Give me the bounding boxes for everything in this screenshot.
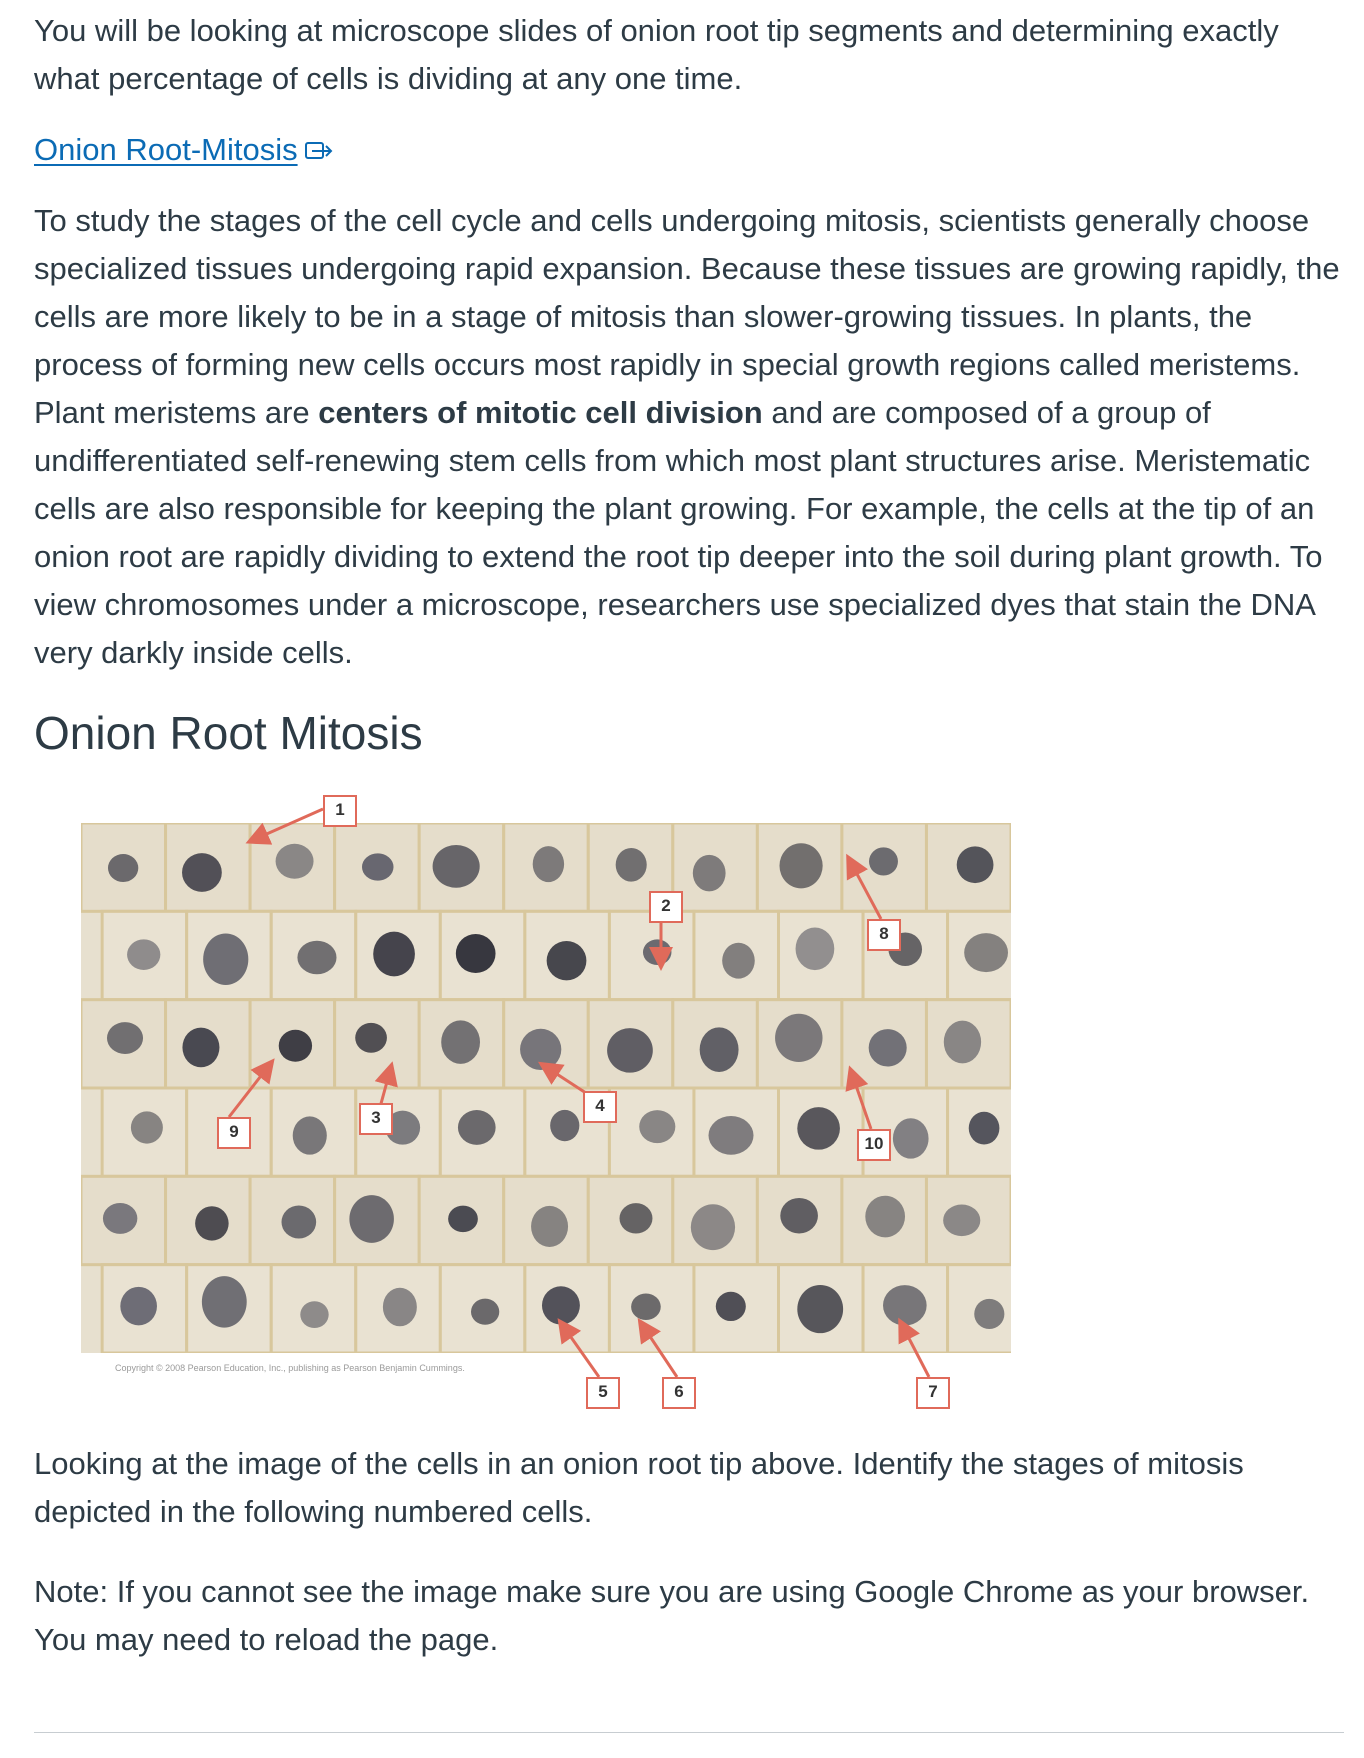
- body-text-part-2: and are composed of a group of undifferentiated self-renewing stem cells from which most plant structures arise. Meristematic cells are also responsible for keeping the plant growing. For example, the cells at the tip of an onion root are rapidly dividing to extend the root tip deeper into the soil during plant growth. To view chromosomes under a microscope, researchers use specialized dyes that stain the DNA very darkly inside cells.: [34, 395, 1323, 670]
- onion-root-mitosis-link-row: [34, 126, 334, 174]
- callout-arrow-1: [251, 809, 323, 841]
- callout-10: 10: [857, 1129, 891, 1161]
- callout-arrow-5: [561, 1323, 599, 1377]
- copyright-text: Copyright © 2008 Pearson Education, Inc., publishing as Pearson Benjamin Cummings.: [115, 1363, 465, 1373]
- callout-arrows: [81, 795, 1011, 1435]
- callout-9: 9: [217, 1117, 251, 1149]
- body-paragraph: [34, 197, 1354, 677]
- divider: [34, 1732, 1344, 1733]
- callout-4: 4: [583, 1091, 617, 1123]
- callout-8: 8: [867, 919, 901, 951]
- callout-2: 2: [649, 891, 683, 923]
- intro-paragraph: You will be looking at microscope slides of onion root tip segments and determining exactly what percentage of cells is dividing at any one time.: [34, 13, 1279, 96]
- body-text-part-1: To study the stages of the cell cycle and cells undergoing mitosis, scientists generally choose specialized tissues undergoing rapid expansion. Because these tissues are growing rapidly, the cells are more likely to be in a stage of mitosis than slower-growing tissues. In plants, the process of forming new cells occurs most rapidly in special growth regions called meristems. Plant meristems are: [34, 203, 1340, 430]
- callout-1: 1: [323, 795, 357, 827]
- mitosis-figure: [81, 795, 1011, 1435]
- callout-arrow-7: [901, 1323, 929, 1377]
- callout-arrow-8: [849, 859, 881, 919]
- question-paragraph: Looking at the image of the cells in an onion root tip above. Identify the stages of mitosis depicted in the following numbered cells.: [34, 1446, 1244, 1529]
- onion-root-mitosis-link[interactable]: Onion Root-Mitosis: [34, 132, 298, 167]
- callout-5: 5: [586, 1377, 620, 1409]
- section-heading: Onion Root Mitosis: [34, 707, 423, 759]
- callout-7: 7: [916, 1377, 950, 1409]
- callout-6: 6: [662, 1377, 696, 1409]
- external-link-icon[interactable]: [304, 140, 334, 162]
- callout-3: 3: [359, 1103, 393, 1135]
- note-paragraph: Note: If you cannot see the image make sure you are using Google Chrome as your browser. You may need to reload the page.: [34, 1574, 1310, 1657]
- callout-arrow-10: [851, 1071, 871, 1129]
- callout-arrow-6: [641, 1323, 677, 1377]
- body-bold-text: centers of mitotic cell division: [318, 395, 763, 430]
- callout-arrow-9: [229, 1063, 271, 1117]
